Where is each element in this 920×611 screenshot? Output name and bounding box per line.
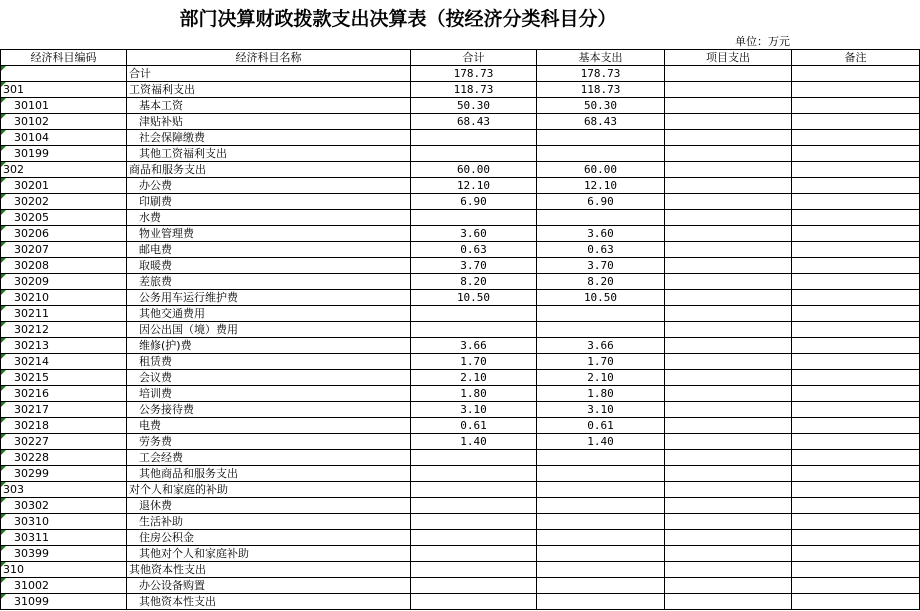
table-row: [1, 322, 920, 338]
cell-note: [792, 482, 920, 498]
table-row: [1, 274, 920, 290]
cell-code: 30302: [1, 498, 127, 514]
cell-project: [665, 338, 792, 354]
cell-basic: [537, 514, 665, 530]
cell-total: [411, 450, 537, 466]
cell-note: [792, 146, 920, 162]
cell-name: 因公出国（境）费用: [127, 322, 411, 338]
cell-total: 60.00: [411, 162, 537, 178]
cell-name: 生活补助: [127, 514, 411, 530]
cell-name: 租赁费: [127, 354, 411, 370]
cell-code: 30213: [1, 338, 127, 354]
cell-note: [792, 386, 920, 402]
cell-code: 30206: [1, 226, 127, 242]
table-row: [1, 578, 920, 594]
cell-code: 30227: [1, 434, 127, 450]
cell-project: [665, 242, 792, 258]
cell-basic: [537, 562, 665, 578]
cell-name: 维修(护)费: [127, 338, 411, 354]
cell-note: [792, 338, 920, 354]
cell-total: [411, 482, 537, 498]
cell-code: 30104: [1, 130, 127, 146]
cell-project: [665, 194, 792, 210]
cell-basic: 0.63: [537, 242, 665, 258]
cell-total: 50.30: [411, 98, 537, 114]
cell-code: 30205: [1, 210, 127, 226]
cell-project: [665, 82, 792, 98]
cell-project: [665, 546, 792, 562]
table-row: [1, 66, 920, 82]
cell-name: 工会经费: [127, 450, 411, 466]
cell-name: 会议费: [127, 370, 411, 386]
cell-total: [411, 466, 537, 482]
cell-project: [665, 98, 792, 114]
cell-total: [411, 306, 537, 322]
header-code: 经济科目编码: [1, 50, 127, 66]
cell-name: 劳务费: [127, 434, 411, 450]
cell-total: 8.20: [411, 274, 537, 290]
cell-name: 其他资本性支出: [127, 562, 411, 578]
table-row: [1, 514, 920, 530]
cell-project: [665, 418, 792, 434]
table-row: [1, 482, 920, 498]
cell-project: [665, 594, 792, 610]
cell-note: [792, 434, 920, 450]
cell-note: [792, 114, 920, 130]
cell-total: [411, 130, 537, 146]
cell-name: 邮电费: [127, 242, 411, 258]
table-row: [1, 258, 920, 274]
cell-name: 公务接待费: [127, 402, 411, 418]
cell-name: 商品和服务支出: [127, 162, 411, 178]
cell-note: [792, 258, 920, 274]
table-row: [1, 450, 920, 466]
cell-note: [792, 130, 920, 146]
table-row: [1, 402, 920, 418]
cell-basic: 1.40: [537, 434, 665, 450]
cell-total: 3.10: [411, 402, 537, 418]
cell-basic: [537, 466, 665, 482]
cell-note: [792, 498, 920, 514]
cell-name: 工资福利支出: [127, 82, 411, 98]
cell-project: [665, 130, 792, 146]
cell-name: 办公费: [127, 178, 411, 194]
cell-name: 物业管理费: [127, 226, 411, 242]
cell-project: [665, 226, 792, 242]
cell-note: [792, 274, 920, 290]
cell-note: [792, 162, 920, 178]
cell-name: 津贴补贴: [127, 114, 411, 130]
cell-basic: 0.61: [537, 418, 665, 434]
cell-project: [665, 162, 792, 178]
cell-name: 其他资本性支出: [127, 594, 411, 610]
cell-note: [792, 226, 920, 242]
table-row: [1, 226, 920, 242]
cell-basic: [537, 498, 665, 514]
cell-project: [665, 66, 792, 82]
cell-project: [665, 498, 792, 514]
cell-note: [792, 466, 920, 482]
cell-total: 1.40: [411, 434, 537, 450]
cell-name: 电费: [127, 418, 411, 434]
cell-total: [411, 562, 537, 578]
cell-code: 30202: [1, 194, 127, 210]
cell-note: [792, 82, 920, 98]
cell-name: 其他商品和服务支出: [127, 466, 411, 482]
table-row: [1, 466, 920, 482]
cell-name: 其他对个人和家庭补助: [127, 546, 411, 562]
cell-total: 10.50: [411, 290, 537, 306]
table-row: [1, 418, 920, 434]
cell-code: 30218: [1, 418, 127, 434]
cell-note: [792, 66, 920, 82]
cell-project: [665, 562, 792, 578]
cell-note: [792, 210, 920, 226]
cell-basic: 118.73: [537, 82, 665, 98]
cell-code: 30207: [1, 242, 127, 258]
cell-code: 30310: [1, 514, 127, 530]
cell-project: [665, 434, 792, 450]
cell-code: 30208: [1, 258, 127, 274]
cell-code: 30216: [1, 386, 127, 402]
cell-code: 303: [1, 482, 127, 498]
cell-name: 办公设备购置: [127, 578, 411, 594]
cell-basic: 1.80: [537, 386, 665, 402]
cell-code: 301: [1, 82, 127, 98]
cell-total: 68.43: [411, 114, 537, 130]
table-row: [1, 354, 920, 370]
cell-project: [665, 466, 792, 482]
table-row: [1, 98, 920, 114]
cell-project: [665, 274, 792, 290]
cell-note: [792, 450, 920, 466]
cell-note: [792, 290, 920, 306]
cell-total: [411, 210, 537, 226]
cell-total: 1.70: [411, 354, 537, 370]
cell-basic: 3.60: [537, 226, 665, 242]
header-basic: 基本支出: [537, 50, 665, 66]
table-row: [1, 210, 920, 226]
cell-code: 30199: [1, 146, 127, 162]
cell-basic: 8.20: [537, 274, 665, 290]
cell-project: [665, 258, 792, 274]
cell-note: [792, 514, 920, 530]
table-row: [1, 82, 920, 98]
cell-basic: 3.10: [537, 402, 665, 418]
cell-name: 其他工资福利支出: [127, 146, 411, 162]
table-row: [1, 194, 920, 210]
cell-total: 6.90: [411, 194, 537, 210]
cell-code: 31099: [1, 594, 127, 610]
table-row: [1, 306, 920, 322]
header-name: 经济科目名称: [127, 50, 411, 66]
cell-project: [665, 514, 792, 530]
cell-project: [665, 450, 792, 466]
cell-code: 30212: [1, 322, 127, 338]
cell-code: 30215: [1, 370, 127, 386]
cell-basic: 68.43: [537, 114, 665, 130]
cell-code: 30228: [1, 450, 127, 466]
cell-code: 30102: [1, 114, 127, 130]
table-row: [1, 546, 920, 562]
table-row: [1, 290, 920, 306]
table-row: [1, 146, 920, 162]
table-row: [1, 242, 920, 258]
cell-note: [792, 178, 920, 194]
cell-project: [665, 354, 792, 370]
cell-total: 118.73: [411, 82, 537, 98]
table-header-row: [1, 50, 920, 66]
cell-project: [665, 530, 792, 546]
cell-code: 30217: [1, 402, 127, 418]
cell-basic: 3.70: [537, 258, 665, 274]
table-row: [1, 562, 920, 578]
cell-note: [792, 370, 920, 386]
cell-basic: 3.66: [537, 338, 665, 354]
cell-basic: 10.50: [537, 290, 665, 306]
cell-total: [411, 498, 537, 514]
cell-total: 0.63: [411, 242, 537, 258]
cell-code: 302: [1, 162, 127, 178]
cell-note: [792, 98, 920, 114]
header-project: 项目支出: [665, 50, 792, 66]
cell-code: 30399: [1, 546, 127, 562]
table-row: [1, 178, 920, 194]
cell-code: 310: [1, 562, 127, 578]
cell-project: [665, 482, 792, 498]
cell-code: 30214: [1, 354, 127, 370]
cell-code: 30201: [1, 178, 127, 194]
cell-total: [411, 146, 537, 162]
cell-basic: 50.30: [537, 98, 665, 114]
cell-basic: 1.70: [537, 354, 665, 370]
cell-basic: [537, 130, 665, 146]
cell-name: 合计: [127, 66, 411, 82]
cell-code: 30299: [1, 466, 127, 482]
cell-name: 其他交通费用: [127, 306, 411, 322]
cell-note: [792, 562, 920, 578]
cell-name: 水费: [127, 210, 411, 226]
cell-basic: [537, 306, 665, 322]
table-row: [1, 130, 920, 146]
cell-name: 社会保障缴费: [127, 130, 411, 146]
cell-note: [792, 546, 920, 562]
cell-basic: [537, 210, 665, 226]
cell-total: 3.60: [411, 226, 537, 242]
cell-basic: 2.10: [537, 370, 665, 386]
cell-name: 差旅费: [127, 274, 411, 290]
cell-basic: 12.10: [537, 178, 665, 194]
cell-note: [792, 194, 920, 210]
cell-total: 178.73: [411, 66, 537, 82]
cell-project: [665, 578, 792, 594]
cell-name: 对个人和家庭的补助: [127, 482, 411, 498]
cell-note: [792, 578, 920, 594]
table-row: [1, 338, 920, 354]
cell-name: 基本工资: [127, 98, 411, 114]
cell-note: [792, 354, 920, 370]
cell-total: 2.10: [411, 370, 537, 386]
cell-basic: [537, 146, 665, 162]
table-row: [1, 114, 920, 130]
cell-basic: [537, 450, 665, 466]
cell-total: [411, 514, 537, 530]
cell-total: [411, 546, 537, 562]
cell-basic: 6.90: [537, 194, 665, 210]
cell-note: [792, 530, 920, 546]
cell-note: [792, 402, 920, 418]
cell-total: [411, 578, 537, 594]
cell-note: [792, 242, 920, 258]
cell-basic: [537, 578, 665, 594]
cell-code: 30210: [1, 290, 127, 306]
cell-name: 退休费: [127, 498, 411, 514]
cell-project: [665, 402, 792, 418]
cell-code: 30211: [1, 306, 127, 322]
cell-total: [411, 530, 537, 546]
cell-note: [792, 418, 920, 434]
cell-total: [411, 594, 537, 610]
cell-code: 30311: [1, 530, 127, 546]
page-title: 部门决算财政拨款支出决算表（按经济分类科目分）: [179, 8, 617, 30]
table-row: [1, 530, 920, 546]
cell-note: [792, 322, 920, 338]
table-row: [1, 386, 920, 402]
cell-name: 印刷费: [127, 194, 411, 210]
table-row: [1, 434, 920, 450]
cell-basic: [537, 594, 665, 610]
table-row: [1, 498, 920, 514]
cell-project: [665, 306, 792, 322]
cell-project: [665, 146, 792, 162]
cell-project: [665, 322, 792, 338]
cell-total: 3.70: [411, 258, 537, 274]
cell-basic: 178.73: [537, 66, 665, 82]
cell-project: [665, 178, 792, 194]
header-note: 备注: [792, 50, 920, 66]
cell-name: 培训费: [127, 386, 411, 402]
table-row: [1, 594, 920, 610]
cell-note: [792, 306, 920, 322]
cell-name: 住房公积金: [127, 530, 411, 546]
cell-total: 0.61: [411, 418, 537, 434]
cell-note: [792, 594, 920, 610]
cell-code: [1, 66, 127, 82]
cell-total: 1.80: [411, 386, 537, 402]
cell-basic: [537, 482, 665, 498]
cell-basic: [537, 530, 665, 546]
cell-project: [665, 114, 792, 130]
cell-name: 取暖费: [127, 258, 411, 274]
cell-project: [665, 210, 792, 226]
cell-name: 公务用车运行维护费: [127, 290, 411, 306]
table-row: [1, 370, 920, 386]
cell-basic: [537, 322, 665, 338]
cell-project: [665, 386, 792, 402]
cell-project: [665, 290, 792, 306]
cell-total: [411, 322, 537, 338]
table-row: [1, 162, 920, 178]
cell-code: 30209: [1, 274, 127, 290]
cell-project: [665, 370, 792, 386]
header-total: 合计: [411, 50, 537, 66]
cell-code: 30101: [1, 98, 127, 114]
cell-basic: 60.00: [537, 162, 665, 178]
cell-total: 12.10: [411, 178, 537, 194]
cell-total: 3.66: [411, 338, 537, 354]
cell-code: 31002: [1, 578, 127, 594]
cell-basic: [537, 546, 665, 562]
expenditure-table: [0, 49, 920, 610]
unit-label: 单位：万元: [735, 35, 790, 48]
